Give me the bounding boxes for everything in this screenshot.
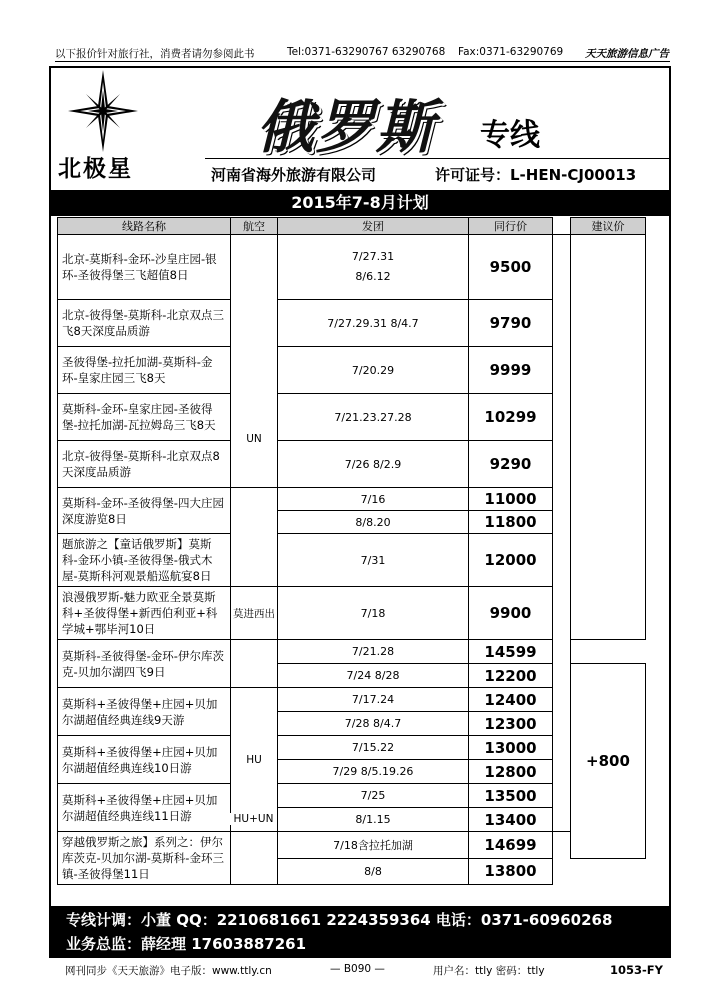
route-name: 圣彼得堡-拉托加湖-莫斯科-金环-皇家庄园三飞8天 (58, 347, 231, 394)
brand-name: 北极星 (58, 156, 133, 182)
airline-code-hu-un: HU+UN (230, 813, 277, 825)
fax-number: Fax:0371-63290769 (458, 46, 564, 58)
peer-price: 14599 (469, 640, 553, 664)
footer-code: 1053-FY (610, 963, 663, 977)
departure-date: 8/8 (278, 858, 469, 885)
peer-price: 13000 (469, 736, 553, 760)
header-info-line (55, 44, 670, 62)
page-subtitle: 专线 (480, 118, 540, 153)
peer-price: 13400 (469, 808, 553, 832)
ad-tag: 天天旅游信息广告 (585, 48, 669, 60)
peer-price: 9790 (469, 300, 553, 347)
departure-date: 7/18含拉托加湖 (278, 832, 469, 859)
airline-code: 莫进西出 (231, 587, 278, 640)
peer-price: 12800 (469, 760, 553, 784)
departure-date: 7/16 (278, 488, 469, 511)
route-name: 题旅游之【童话俄罗斯】莫斯科-金环小镇-圣彼得堡-俄式木屋-莫斯科河观景船巡航宴8日 (58, 534, 231, 587)
route-name: 莫斯科+圣彼得堡+庄园+贝加尔湖超值经典连线11日游 (58, 784, 231, 832)
departure-date: 7/25 (278, 784, 469, 808)
agency-line (205, 158, 671, 186)
peer-price: 9900 (469, 587, 553, 640)
contact-planner: 专线计调：小董 QQ：2210681661 2224359364 电话：0371-60960268 (66, 911, 613, 929)
header-airline: 航空 (231, 218, 278, 235)
departure-date: 8/8.20 (278, 511, 469, 534)
airline-cell-empty (231, 488, 278, 534)
route-name: 北京-彼得堡-莫斯科-北京双点三飞8天深度品质游 (58, 300, 231, 347)
table-row (58, 235, 646, 300)
route-name: 莫斯科-金环-皇家庄园-圣彼得堡-拉托加湖-瓦拉姆岛三飞8天 (58, 394, 231, 441)
route-price-table (57, 217, 646, 885)
departure-date: 7/15.22 (278, 736, 469, 760)
departure-date: 7/27.29.31 8/4.7 (278, 300, 469, 347)
airline-cell-empty (231, 832, 278, 885)
footer-login: 用户名：ttly 密码：ttly (433, 965, 545, 977)
page-title: 俄罗斯 (256, 93, 437, 161)
peer-price: 9999 (469, 347, 553, 394)
departure-date: 7/31 (278, 534, 469, 587)
airline-cell (231, 688, 278, 832)
departure-date: 7/21.28 (278, 640, 469, 664)
north-star-logo-icon (68, 70, 138, 152)
route-name: 莫斯科-金环-圣彼得堡-四大庄园深度游览8日 (58, 488, 231, 534)
airline-code: UN (246, 433, 262, 445)
peer-price: 12200 (469, 664, 553, 688)
departure-date: 7/29 8/5.19.26 (278, 760, 469, 784)
header-route: 线路名称 (58, 218, 231, 235)
peer-price: 12400 (469, 688, 553, 712)
peer-price: 10299 (469, 394, 553, 441)
suggested-price-cell (571, 235, 646, 640)
peer-price: 13500 (469, 784, 553, 808)
header-suggested-price: 建议价 (571, 218, 646, 235)
license-number: 许可证号：L-HEN-CJ00013 (435, 166, 637, 184)
suggested-price: +800 (571, 664, 646, 859)
footer-page-number: — B090 — (330, 963, 385, 975)
airline-cell-empty (231, 534, 278, 587)
departure-date: 7/18 (278, 587, 469, 640)
route-name: 莫斯科+圣彼得堡+庄园+贝加尔湖超值经典连线9天游 (58, 688, 231, 736)
peer-price: 11000 (469, 488, 553, 511)
departure-date: 7/20.29 (278, 347, 469, 394)
table-row (58, 832, 646, 859)
column-gap (553, 235, 571, 832)
peer-price: 13800 (469, 858, 553, 885)
route-name: 莫斯科+圣彼得堡+庄园+贝加尔湖超值经典连线10日游 (58, 736, 231, 784)
route-name: 北京-莫斯科-金环-沙皇庄园-银环-圣彼得堡三飞超值8日 (58, 235, 231, 300)
airline-cell (231, 235, 278, 488)
route-name: 浪漫俄罗斯-魅力欧亚全景莫斯科+圣彼得堡+新西伯利亚+科学城+鄂毕河10日 (58, 587, 231, 640)
header-departure: 发团 (278, 218, 469, 235)
airline-cell-empty (231, 640, 278, 688)
departure-date: 7/24 8/28 (278, 664, 469, 688)
departure-date: 8/1.15 (278, 808, 469, 832)
peer-price: 14699 (469, 832, 553, 859)
departure-date: 7/27.31 (351, 250, 395, 263)
phone-number: Tel:0371-63290767 63290768 (287, 46, 446, 58)
departure-date: 8/6.12 (355, 270, 391, 283)
footer-sync-note: 网刊同步《天天旅游》电子版：www.ttly.cn (65, 965, 272, 977)
departure-date: 7/26 8/2.9 (278, 441, 469, 488)
departure-dates (278, 235, 469, 300)
agency-name: 河南省海外旅游有限公司 (211, 166, 377, 184)
peer-price: 11800 (469, 511, 553, 534)
route-name: 莫斯科-圣彼得堡-金环-伊尔库茨克-贝加尔湖四飞9日 (58, 640, 231, 688)
contact-director: 业务总监：薛经理 17603887261 (66, 935, 307, 953)
peer-price: 9290 (469, 441, 553, 488)
route-name: 北京-彼得堡-莫斯科-北京双点8天深度品质游 (58, 441, 231, 488)
consumer-notice: 以下报价针对旅行社，消费者请勿参阅此书 (55, 48, 255, 60)
departure-date: 7/21.23.27.28 (278, 394, 469, 441)
peer-price: 12300 (469, 712, 553, 736)
peer-price: 9500 (469, 235, 553, 300)
airline-code: HU (246, 753, 262, 766)
route-name: 穿越俄罗斯之旅】系列之：伊尔库茨克-贝加尔湖-莫斯科-金环三镇-圣彼得堡11日 (58, 832, 231, 885)
departure-date: 7/17.24 (278, 688, 469, 712)
header-peer-price: 同行价 (469, 218, 553, 235)
peer-price: 12000 (469, 534, 553, 587)
footer (55, 960, 670, 980)
plan-banner: 2015年7-8月计划 (51, 190, 669, 216)
header-gap (553, 218, 571, 235)
contact-bar (51, 906, 669, 958)
table-header-row (58, 218, 646, 235)
departure-date: 7/28 8/4.7 (278, 712, 469, 736)
